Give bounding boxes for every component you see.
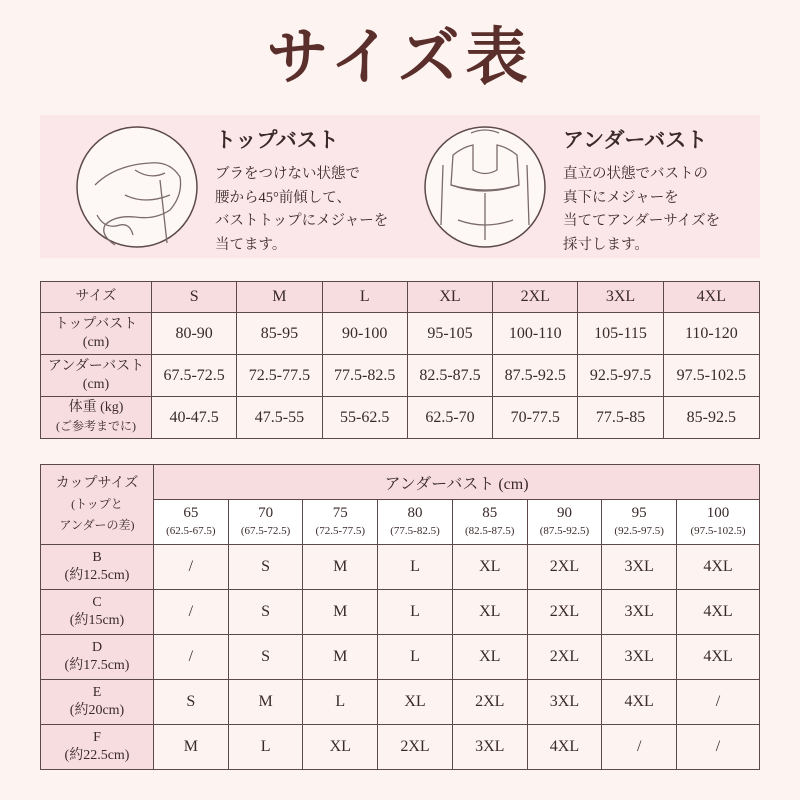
band-cell: 65 (62.5-67.5) — [154, 500, 229, 545]
table-cell: XL — [452, 545, 527, 590]
table-cell: / — [602, 725, 677, 770]
table-cell: / — [154, 590, 229, 635]
table-cell: 92.5-97.5 — [578, 355, 663, 397]
table-cell: M — [303, 590, 378, 635]
table-cell: S — [228, 590, 303, 635]
table-cell: 2XL — [452, 680, 527, 725]
table-cell: 47.5-55 — [237, 397, 322, 439]
top-bust-title: トップバスト — [215, 128, 339, 152]
table-cell: L — [378, 545, 453, 590]
size-table — [40, 281, 760, 439]
table-cell: 80-90 — [152, 313, 237, 355]
table-cell: 4XL — [677, 635, 760, 680]
cup-label: E (約20cm) — [41, 680, 154, 725]
cup-row — [41, 680, 760, 725]
table-cell: 67.5-72.5 — [152, 355, 237, 397]
table-cell: 2XL — [527, 545, 602, 590]
band-cell: 75 (72.5-77.5) — [303, 500, 378, 545]
table-cell: S — [228, 545, 303, 590]
table-row — [41, 313, 760, 355]
table-cell: 4XL — [677, 545, 760, 590]
size-col: XL — [407, 282, 492, 313]
table-cell: 70-77.5 — [493, 397, 578, 439]
cup-size-header: カップサイズ (トップと アンダーの差) — [41, 465, 154, 545]
table-cell: M — [154, 725, 229, 770]
table-cell: S — [228, 635, 303, 680]
table-cell: 95-105 — [407, 313, 492, 355]
table-cell: L — [303, 680, 378, 725]
cup-label: D (約17.5cm) — [41, 635, 154, 680]
band-cell: 95 (92.5-97.5) — [602, 500, 677, 545]
table-cell: 3XL — [602, 590, 677, 635]
table-cell: 100-110 — [493, 313, 578, 355]
table-cell: XL — [378, 680, 453, 725]
under-bust-header: アンダーバスト (cm) — [154, 465, 760, 500]
cup-size-table — [40, 464, 760, 770]
table-cell: XL — [452, 635, 527, 680]
table-cell: 2XL — [378, 725, 453, 770]
cup-row — [41, 590, 760, 635]
table-cell: 105-115 — [578, 313, 663, 355]
table-cell: L — [228, 725, 303, 770]
row-label: 体重 (kg) (ご参考までに) — [41, 397, 152, 439]
size-header-label: サイズ — [41, 282, 152, 313]
table-row — [41, 397, 760, 439]
cup-table-header — [41, 465, 760, 500]
table-cell: S — [154, 680, 229, 725]
table-cell: 90-100 — [322, 313, 407, 355]
table-cell: / — [154, 635, 229, 680]
cup-row — [41, 635, 760, 680]
table-cell: 4XL — [677, 590, 760, 635]
table-cell: 4XL — [527, 725, 602, 770]
table-cell: 82.5-87.5 — [407, 355, 492, 397]
table-cell: 40-47.5 — [152, 397, 237, 439]
table-cell: XL — [452, 590, 527, 635]
size-col: M — [237, 282, 322, 313]
table-cell: 110-120 — [663, 313, 759, 355]
under-bust-description: 直立の状態でバストの 真下にメジャーを 当ててアンダーサイズを 採寸します。 — [563, 166, 721, 253]
band-cell: 80 (77.5-82.5) — [378, 500, 453, 545]
cup-label: F (約22.5cm) — [41, 725, 154, 770]
table-cell: M — [303, 635, 378, 680]
size-col: 4XL — [663, 282, 759, 313]
row-label: トップバスト (cm) — [41, 313, 152, 355]
band-cell: 85 (82.5-87.5) — [452, 500, 527, 545]
top-bust-illustration — [75, 125, 199, 249]
top-bust-description: ブラをつけない状態で 腰から45°前傾して、 バストトップにメジャーを 当てます。 — [215, 166, 389, 253]
table-cell: 3XL — [452, 725, 527, 770]
cup-row — [41, 545, 760, 590]
size-col: L — [322, 282, 407, 313]
top-bust-guide — [75, 123, 405, 251]
table-cell: 85-95 — [237, 313, 322, 355]
table-cell: L — [378, 590, 453, 635]
table-cell: 4XL — [602, 680, 677, 725]
size-col: 2XL — [493, 282, 578, 313]
table-cell: M — [228, 680, 303, 725]
table-cell: 55-62.5 — [322, 397, 407, 439]
table-cell: 62.5-70 — [407, 397, 492, 439]
under-bust-title: アンダーバスト — [563, 128, 708, 152]
table-cell: 72.5-77.5 — [237, 355, 322, 397]
cup-label: C (約15cm) — [41, 590, 154, 635]
band-cell: 90 (87.5-92.5) — [527, 500, 602, 545]
table-cell: XL — [303, 725, 378, 770]
page-title: サイズ表 — [266, 24, 534, 92]
size-col: S — [152, 282, 237, 313]
table-cell: 2XL — [527, 590, 602, 635]
table-cell: 3XL — [602, 545, 677, 590]
table-row — [41, 355, 760, 397]
size-table-header — [41, 282, 760, 313]
cup-row — [41, 725, 760, 770]
table-cell: 2XL — [527, 635, 602, 680]
measurement-guide — [40, 115, 760, 258]
table-cell: 97.5-102.5 — [663, 355, 759, 397]
cup-label: B (約12.5cm) — [41, 545, 154, 590]
table-cell: / — [154, 545, 229, 590]
table-cell: 77.5-85 — [578, 397, 663, 439]
row-label: アンダーバスト (cm) — [41, 355, 152, 397]
band-cell: 70 (67.5-72.5) — [228, 500, 303, 545]
table-cell: L — [378, 635, 453, 680]
table-cell: 3XL — [602, 635, 677, 680]
table-cell: 3XL — [527, 680, 602, 725]
under-bust-illustration — [423, 125, 547, 249]
table-cell: / — [677, 725, 760, 770]
table-cell: M — [303, 545, 378, 590]
table-cell: / — [677, 680, 760, 725]
table-cell: 77.5-82.5 — [322, 355, 407, 397]
size-col: 3XL — [578, 282, 663, 313]
table-cell: 87.5-92.5 — [493, 355, 578, 397]
under-bust-guide — [423, 123, 753, 251]
band-cell: 100 (97.5-102.5) — [677, 500, 760, 545]
table-cell: 85-92.5 — [663, 397, 759, 439]
